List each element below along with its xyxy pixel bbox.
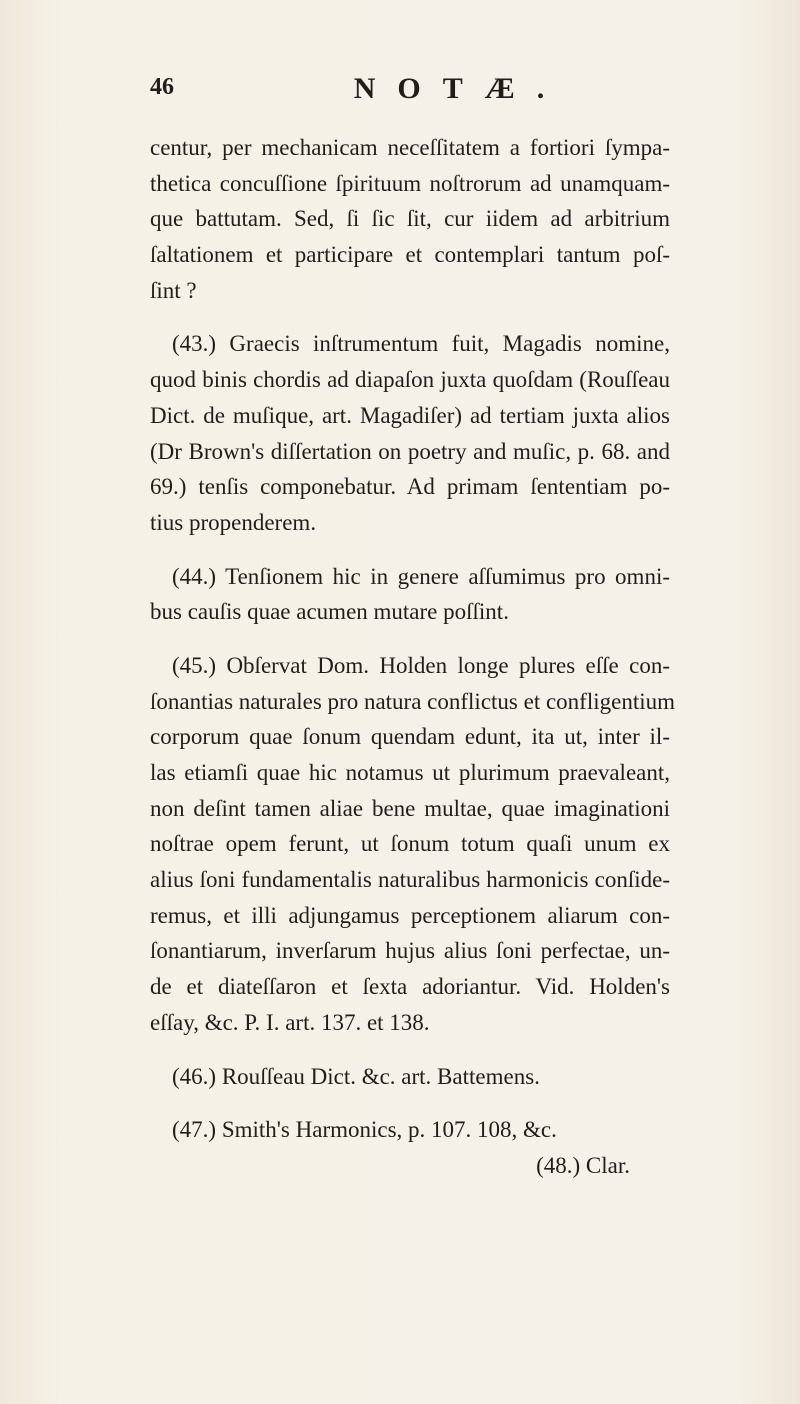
- paragraph-continuation: [150, 130, 670, 308]
- text-line: ſonantiarum, inverſarum hujus alius ſoni perfectae, un-: [150, 938, 670, 964]
- text-line: alius ſoni fundamentalis naturalibus harmonicis conſide-: [150, 867, 670, 893]
- text-line: (46.) Rouſſeau Dict. &c. art. Battemens.: [172, 1063, 540, 1089]
- text-line: remus, et illi adjungamus perceptionem aliarum con-: [150, 902, 670, 928]
- page-number: 46: [150, 74, 174, 100]
- text-line: eſſay, &c. P. I. art. 137. et 138.: [150, 1009, 430, 1035]
- text-line: bus cauſis quae acumen mutare poſſint.: [150, 599, 509, 625]
- text-line: las etiamſi quae hic notamus ut plurimum praevaleant,: [150, 760, 670, 785]
- text-line: (44.) Tenſionem hic in genere aſſumimus pro omni-: [172, 563, 670, 589]
- text-line: noſtrae opem ferunt, ut ſonum totum quaſi unum ex: [150, 831, 670, 857]
- text-line: (Dr Brown's diſſertation on poetry and muſic, p. 68. and: [150, 438, 670, 464]
- text-line: thetica concuſſione ſpirituum noſtrorum ad unamquam-: [150, 170, 670, 196]
- text-line: non deſint tamen aliae bene multae, quae imaginationi: [150, 795, 670, 821]
- text-line: tius propenderem.: [150, 509, 317, 535]
- text-line: 69.) tenſis componebatur. Ad primam ſententiam po-: [150, 474, 670, 500]
- note-47: [150, 1112, 670, 1148]
- note-45: [150, 648, 676, 1041]
- text-line: (47.) Smith's Harmonics, p. 107. 108, &c.: [172, 1117, 557, 1143]
- running-head: NOTÆ.: [353, 72, 567, 105]
- text-line: centur, per mechanicam neceſſitatem a fortiori ſympa-: [150, 135, 670, 160]
- text-line: de et diateſſaron et ſexta adoriantur. Vid. Holden's: [150, 974, 670, 1000]
- page-header: [150, 72, 670, 112]
- text-line: quod binis chordis ad diapaſon juxta quoſdam (Rouſſeau: [150, 367, 670, 393]
- text-line: ſonantias naturales pro natura conflictus et confligentium: [150, 688, 676, 714]
- text-line: Dict. de muſique, art. Magadiſer) ad tertiam juxta alios: [150, 402, 670, 428]
- note-46: [150, 1059, 670, 1095]
- text-line: ſaltationem et participare et contemplari tantum poſ-: [150, 242, 670, 268]
- text-line: que battutam. Sed, ſi ſic ſit, cur iidem ad arbitrium: [150, 206, 670, 232]
- catchword: (48.) Clar.: [536, 1152, 630, 1178]
- note-44: [150, 559, 670, 630]
- page-body: [150, 130, 676, 1184]
- text-line: (45.) Obſervat Dom. Holden longe plures eſſe con-: [172, 652, 670, 678]
- text-line: ſint ?: [150, 277, 197, 303]
- text-line: (43.) Graecis inſtrumentum fuit, Magadis nomine,: [172, 331, 670, 357]
- note-43: [150, 326, 670, 540]
- text-line: corporum quae ſonum quendam edunt, ita ut, inter il-: [150, 724, 670, 750]
